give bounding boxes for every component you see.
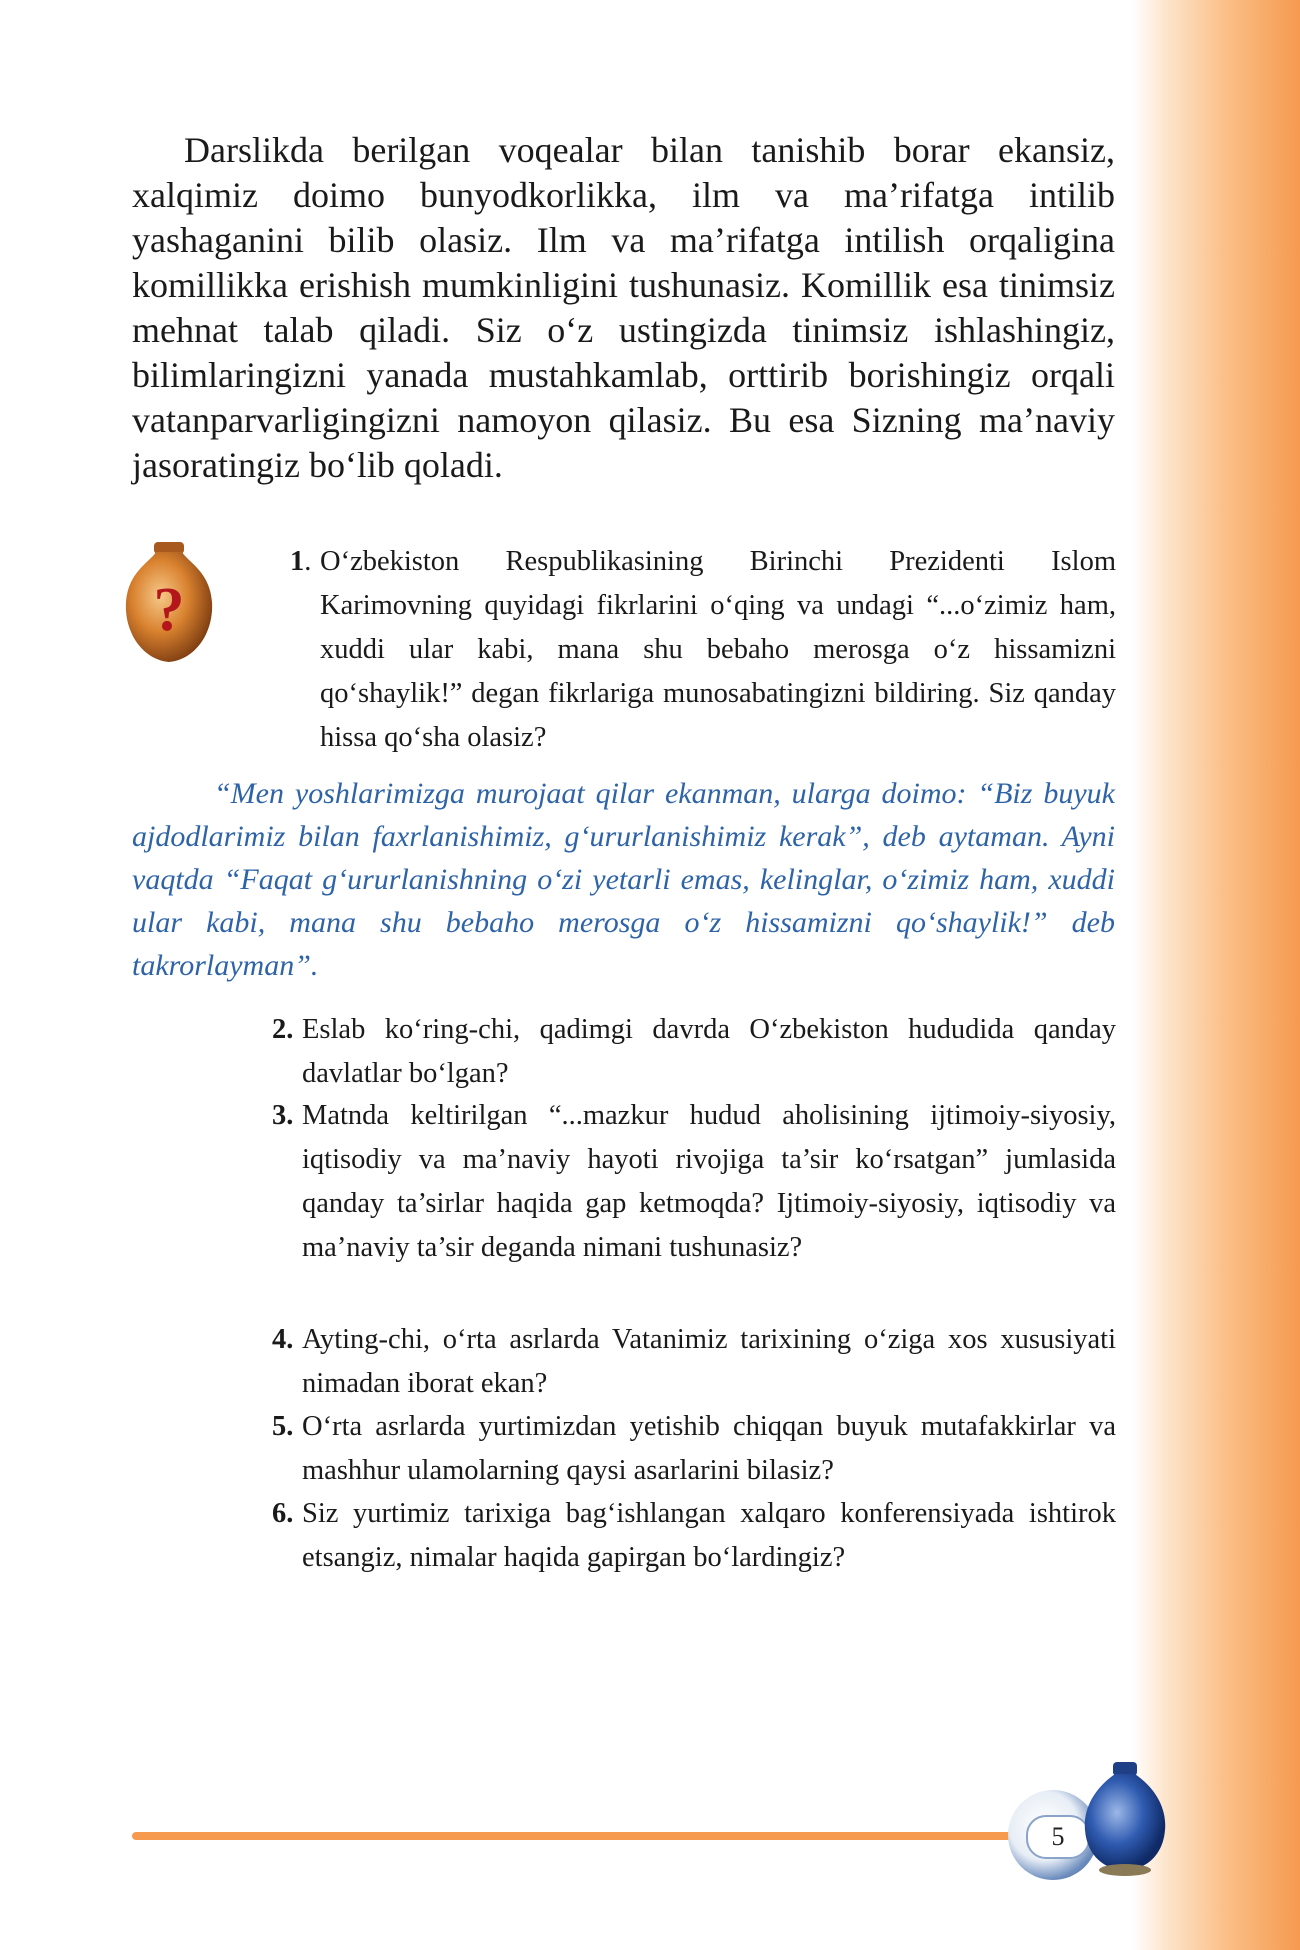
question-2 — [272, 1008, 1116, 1096]
question-text: Matnda keltirilgan “...mazkur hudud aholisining ijtimoiy-siyosiy, iqtisodiy va ma’naviy hayoti rivojiga ta’sir ko‘rsatgan” jumlasida qanday ta’sirlar haqida gap ketmoqda? Ijtimoiy-siyosiy, iqtisodiy va ma’naviy ta’sir deganda nimani tushunasiz? — [302, 1100, 1116, 1263]
question-text: Siz yurtimiz tarixiga bag‘ishlangan xalqaro konferensiyada ishtirok etsangiz, nimalar haqida gapirgan bo‘lardingiz? — [302, 1498, 1116, 1573]
question-6 — [272, 1492, 1116, 1580]
orange-side-band — [1132, 0, 1300, 1950]
question-text: O‘rta asrlarda yurtimizdan yetishib chiqqan buyuk mutafakkirlar va mashhur ulamolarning qaysi asarlarini bilasiz? — [302, 1411, 1116, 1486]
question-1: 1. O‘zbekiston Respublikasining Birinchi Prezidenti Islom Karimovning quyidagi fikrlarini o‘qing va undagi “...o‘zimiz ham, xuddi ular kabi, mana shu bebaho merosga o‘z hissamizni qo‘shaylik!” degan fikrlariga munosabatingizni bildiring. Siz qanday hissa qo‘sha olasiz? — [290, 540, 1116, 760]
question-number: 3. — [272, 1100, 294, 1131]
footer-line — [132, 1832, 1017, 1840]
question-number: 4. — [272, 1324, 294, 1355]
question-4 — [272, 1318, 1116, 1406]
question-jug-icon — [120, 538, 218, 668]
question-number: 6. — [272, 1498, 294, 1529]
president-quote: “Men yoshlarimizga murojaat qilar ekanman, ularga doimo: “Biz buyuk ajdodlarimiz bilan faxrlanishimiz, g‘ururlanishimiz kerak”, deb aytaman. Ayni vaqtda “Faqat g‘ururlanishning o‘zi yetarli emas, kelinglar, o‘zimiz ham, xuddi ular kabi, mana shu bebaho merosga o‘z hissamizni qo‘shaylik!” deb takrorlayman”. — [132, 777, 1115, 982]
svg-text:?: ? — [153, 576, 185, 644]
question-number: 2. — [272, 1014, 294, 1045]
question-5 — [272, 1405, 1116, 1493]
question-text: O‘zbekiston Respublikasining Birinchi Prezidenti Islom Karimovning quyidagi fikrlarini o‘qing va undagi “...o‘zimiz ham, xuddi ular kabi, mana shu bebaho merosga o‘z hissamizni qo‘shaylik!” degan fikrlariga munosabatingizni bildiring. Siz qanday hissa qo‘sha olasiz? — [320, 546, 1116, 753]
question-number: 5. — [272, 1411, 294, 1442]
intro-paragraph: Darslikda berilgan voqealar bilan tanishib borar ekansiz, xalqimiz doimo bunyodkorlikka, ilm va ma’rifatga intilib yashaganini bilib olasiz. Ilm va ma’rifatga intilish orqaligina komillikka erishish mumkinligini tushunasiz. Komillik esa tinimsiz mehnat talab qiladi. Siz o‘z ustingizda tinimsiz ishlashingiz, bilimlaringizni yanada mustahkamlab, orttirib borishingiz orqali vatanparvarligingizni namoyon qilasiz. Bu esa Sizning ma’naviy jasoratingiz bo‘lib qoladi. — [132, 130, 1115, 485]
question-text: Ayting-chi, o‘rta asrlarda Vatanimiz tarixining o‘ziga xos xususiyati nimadan iborat ekan? — [302, 1324, 1116, 1399]
question-text: Eslab ko‘ring-chi, qadimgi davrda O‘zbekiston hududida qanday davlatlar bo‘lgan? — [302, 1014, 1116, 1089]
page-number: 5 — [1026, 1815, 1090, 1859]
question-number: 1 — [290, 546, 305, 577]
ceramic-vase-icon — [1075, 1758, 1175, 1878]
question-3 — [272, 1094, 1116, 1270]
